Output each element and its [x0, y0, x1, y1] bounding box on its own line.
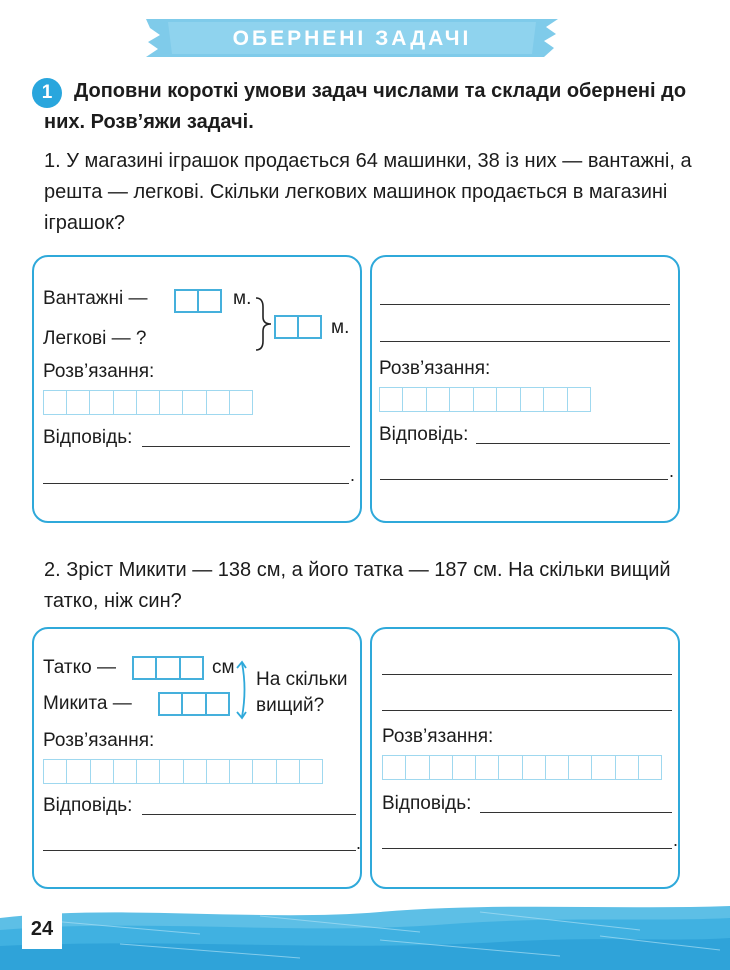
end-period: .	[669, 461, 675, 481]
solution-grid[interactable]	[43, 759, 323, 784]
title-banner	[146, 16, 558, 60]
footer-wave-decoration	[0, 900, 730, 970]
solution-label: Розв’язання:	[382, 726, 494, 747]
end-period: .	[350, 465, 356, 485]
total-unit: м.	[331, 317, 350, 338]
answer-line-2[interactable]	[382, 848, 672, 849]
answer-label: Відповідь:	[43, 795, 133, 816]
solution-grid[interactable]	[382, 755, 662, 780]
question-line-2: вищий?	[256, 695, 325, 716]
trucks-label: Вантажні —	[43, 288, 148, 309]
answer-line[interactable]	[142, 446, 350, 447]
brace-icon	[252, 295, 274, 353]
solution-grid[interactable]	[43, 390, 253, 415]
task-number-badge: 1	[32, 78, 62, 108]
page-number: 24	[22, 909, 62, 949]
answer-label: Відповідь:	[43, 427, 133, 448]
problem-2-text: 2. Зріст Микити — 138 см, а його татка — 187 см. На скільки вищий татко, ніж син?	[44, 559, 671, 612]
son-height-input[interactable]	[158, 692, 230, 716]
solution-grid[interactable]	[379, 387, 591, 412]
solution-label: Розв’язання:	[43, 361, 155, 382]
trucks-number-input[interactable]	[174, 289, 222, 313]
answer-line-2[interactable]	[43, 483, 349, 484]
inverse-condition-line-1[interactable]	[382, 674, 672, 675]
cars-label: Легкові — ?	[43, 328, 147, 349]
inverse-condition-line-2[interactable]	[382, 710, 672, 711]
answer-line-2[interactable]	[380, 479, 668, 480]
total-cars-number-input[interactable]	[274, 315, 322, 339]
problem-1-short-condition-box	[32, 255, 362, 523]
problem-2-inverse-task-box	[370, 627, 680, 889]
son-label: Микита —	[43, 693, 132, 714]
compare-arrow-icon	[234, 659, 250, 723]
answer-line[interactable]	[480, 812, 672, 813]
page-title: ОБЕРНЕНІ ЗАДАЧІ	[232, 27, 472, 50]
answer-line[interactable]	[476, 443, 670, 444]
solution-label: Розв’язання:	[43, 730, 155, 751]
end-period: .	[673, 830, 679, 850]
task-instruction: Доповни короткі умови задач числами та склади обернені до них. Розв’яжи задачі.	[44, 80, 687, 133]
problem-1-inverse-task-box	[370, 255, 680, 523]
inverse-condition-line-2[interactable]	[380, 341, 670, 342]
dad-unit: см	[212, 657, 235, 678]
inverse-condition-line-1[interactable]	[380, 304, 670, 305]
question-line-1: На скільки	[256, 669, 348, 690]
dad-height-input[interactable]	[132, 656, 204, 680]
answer-line[interactable]	[142, 814, 356, 815]
answer-line-2[interactable]	[43, 850, 356, 851]
problem-2-short-condition-box	[32, 627, 362, 889]
problem-1-text: 1. У магазині іграшок продається 64 машинки, 38 із них — вантажні, а решта — легкові. Скільки легкових машинок продається в магазині іграшок?	[44, 150, 692, 234]
dad-label: Татко —	[43, 657, 116, 678]
trucks-unit: м.	[233, 288, 252, 309]
answer-label: Відповідь:	[379, 424, 469, 445]
answer-label: Відповідь:	[382, 793, 472, 814]
solution-label: Розв’язання:	[379, 358, 491, 379]
end-period: .	[356, 833, 362, 853]
